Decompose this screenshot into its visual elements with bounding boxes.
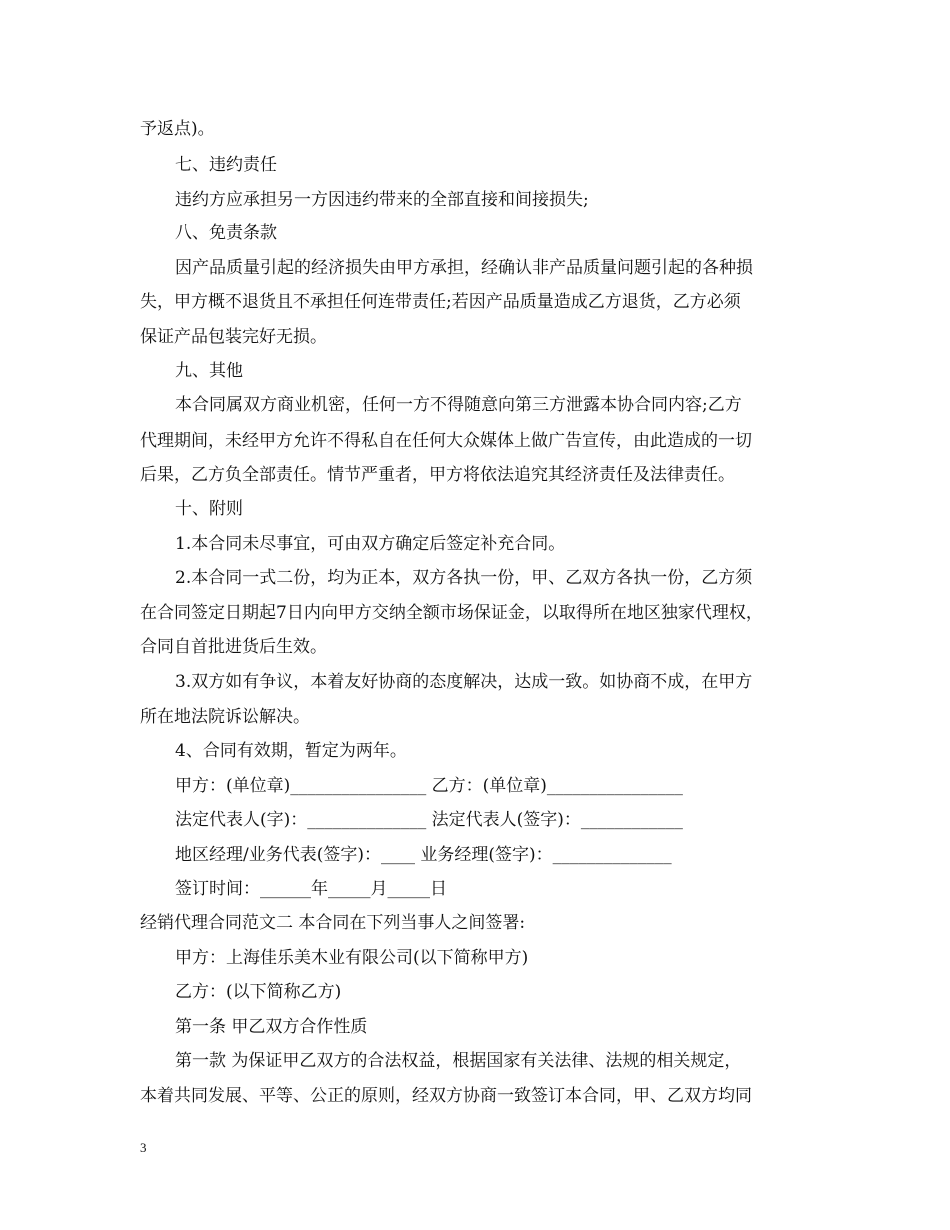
text-line: 违约方应承担另一方因违约带来的全部直接和间接损失; bbox=[175, 190, 589, 210]
text-line: 保证产品包装完好无损。 bbox=[140, 327, 327, 347]
section-heading: 第一条 甲乙双方合作性质 bbox=[175, 1017, 368, 1037]
text-line: 代理期间，未经甲方允许不得私自在任何大众媒体上做广告宣传，由此造成的一切 bbox=[140, 431, 752, 451]
text-line: 合同自首批进货后生效。 bbox=[140, 637, 327, 657]
text-line: 3.双方如有争议，本着友好协商的态度解决，达成一致。如协商不成，在甲方 bbox=[175, 672, 753, 692]
section-heading: 九、其他 bbox=[175, 361, 243, 381]
text-line: 所在地法院诉讼解决。 bbox=[140, 707, 310, 727]
signature-line: 甲方：(单位章)________________ 乙方：(单位章)________________ bbox=[175, 776, 683, 796]
signature-line: 法定代表人(字)：______________ 法定代表人(签字)：____________ bbox=[175, 810, 683, 830]
section-heading: 七、违约责任 bbox=[175, 155, 277, 175]
text-line: 因产品质量引起的经济损失由甲方承担，经确认非产品质量问题引起的各种损 bbox=[175, 258, 753, 278]
text-line: 本着共同发展、平等、公正的原则，经双方协商一致签订本合同，甲、乙双方均同 bbox=[140, 1086, 752, 1106]
section-heading: 八、免责条款 bbox=[175, 223, 277, 243]
text-line: 乙方：(以下简称乙方) bbox=[175, 982, 342, 1002]
signature-line: 签订时间：______年_____月_____日 bbox=[175, 879, 447, 899]
text-line: 1.本合同未尽事宜，可由双方确定后签定补充合同。 bbox=[175, 534, 566, 554]
text-line: 4、合同有效期，暂定为两年。 bbox=[175, 741, 407, 761]
text-line: 本合同属双方商业机密，任何一方不得随意向第三方泄露本协合同内容;乙方 bbox=[175, 395, 742, 415]
section-heading: 十、附则 bbox=[175, 499, 243, 519]
signature-line: 地区经理/业务代表(签字)：____ 业务经理(签字)：______________ bbox=[175, 845, 672, 865]
text-line: 2.本合同一式二份，均为正本，双方各执一份，甲、乙双方各执一份，乙方须 bbox=[175, 568, 753, 588]
page-number: 3 bbox=[140, 1140, 147, 1155]
document-title: 经销代理合同范文二 本合同在下列当事人之间签署: bbox=[140, 913, 526, 933]
text-line: 失，甲方概不退货且不承担任何连带责任;若因产品质量造成乙方退货，乙方必须 bbox=[140, 292, 741, 312]
text-line: 予返点)。 bbox=[140, 119, 215, 139]
text-line: 甲方：上海佳乐美木业有限公司(以下简称甲方) bbox=[175, 948, 529, 968]
text-line: 在合同签定日期起7日内向甲方交纳全额市场保证金，以取得所在地区独家代理权， bbox=[140, 603, 763, 623]
text-line: 后果，乙方负全部责任。情节严重者，甲方将依法追究其经济责任及法律责任。 bbox=[140, 465, 735, 485]
text-line: 第一款 为保证甲乙双方的合法权益，根据国家有关法律、法规的相关规定， bbox=[175, 1051, 742, 1071]
